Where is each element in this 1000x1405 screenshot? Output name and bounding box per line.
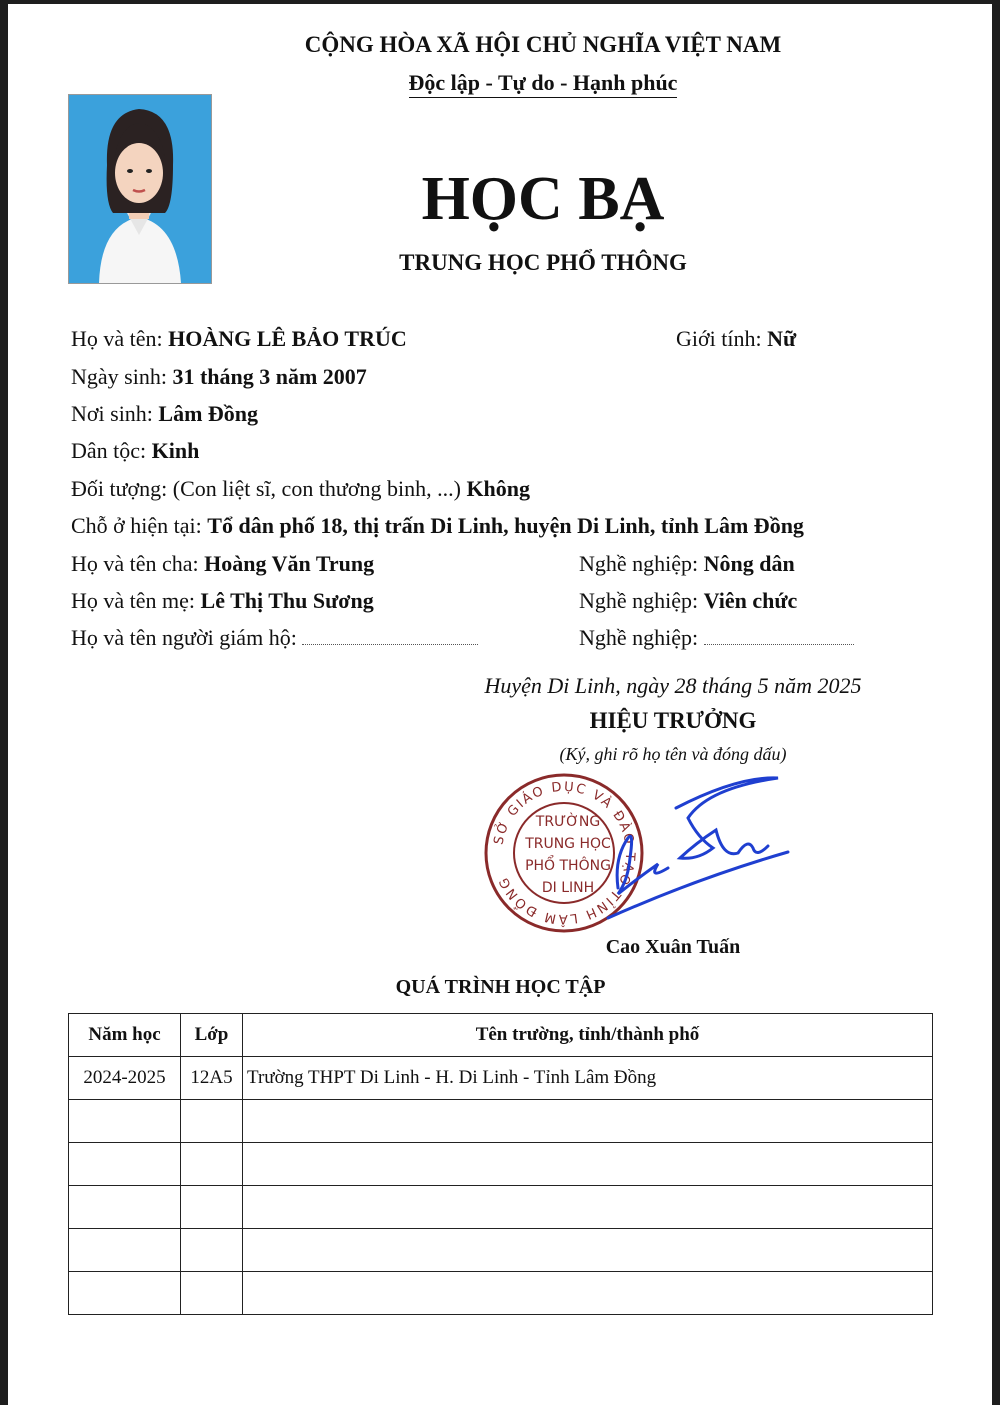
- mother-job-label: Nghề nghiệp:: [579, 588, 704, 613]
- cell-school-name: [243, 1100, 933, 1143]
- dob-label: Ngày sinh:: [71, 364, 173, 389]
- mother-value: Lê Thị Thu Sương: [200, 588, 374, 613]
- father-row: [71, 551, 374, 577]
- table-row: [69, 1057, 933, 1100]
- birthplace-label: Nơi sinh:: [71, 401, 159, 426]
- guardian-label: Họ và tên người giám hộ:: [71, 625, 303, 650]
- motto-subline: Độc lập - Tự do - Hạnh phúc: [409, 70, 678, 98]
- cell-class: [181, 1229, 243, 1272]
- address-row: [71, 513, 804, 539]
- table-row: [69, 1272, 933, 1315]
- dob-value: 31 tháng 3 năm 2007: [172, 364, 367, 389]
- document-page: [8, 4, 992, 1405]
- cell-school-name: [243, 1143, 933, 1186]
- cell-class: 12A5: [181, 1057, 243, 1100]
- cell-school-year: 2024-2025: [69, 1057, 181, 1100]
- study-history-table: [68, 1013, 933, 1315]
- stamp-line-4: DI LINH: [541, 880, 595, 896]
- stamp-ring-text: SỞ GIÁO DỤC VÀ ĐÀO TẠO TỈNH LÂM ĐỒNG: [491, 779, 638, 927]
- name-row: [71, 326, 407, 352]
- father-job-value: Nông dân: [703, 551, 795, 576]
- gender-label: Giới tính:: [676, 326, 768, 351]
- header-school-year: Năm học: [69, 1014, 181, 1057]
- category-row: [71, 476, 530, 502]
- mother-row: [71, 588, 374, 614]
- national-motto: CỘNG HÒA XÃ HỘI CHỦ NGHĨA VIỆT NAM: [304, 32, 782, 57]
- gender-value: Nữ: [767, 326, 797, 351]
- principal-title: HIỆU TRƯỞNG: [589, 708, 757, 733]
- category-label: Đối tượng: (Con liệt sĩ, con thương binh, ...): [71, 476, 467, 501]
- document-title: HỌC BẠ: [421, 165, 665, 233]
- signature-instruction: (Ký, ghi rõ họ tên và đóng dấu): [559, 744, 787, 764]
- handwritten-signature: [588, 768, 798, 928]
- father-job-row: [579, 551, 795, 577]
- portrait-image: [69, 95, 211, 283]
- address-value: Tổ dân phố 18, thị trấn Di Linh, huyện Di Linh, tỉnh Lâm Đồng: [207, 513, 804, 538]
- history-title: QUÁ TRÌNH HỌC TẬP: [395, 976, 606, 998]
- header-school-name: Tên trường, tỉnh/thành phố: [243, 1014, 933, 1057]
- stamp-line-1: TRƯỜNG: [535, 814, 601, 830]
- ethnicity-row: [71, 438, 199, 464]
- header-class: Lớp: [181, 1014, 243, 1057]
- guardian-job-blank: [704, 630, 854, 645]
- cell-school-year: [69, 1100, 181, 1143]
- table-row: [69, 1143, 933, 1186]
- cell-school-year: [69, 1272, 181, 1315]
- guardian-job-label: Nghề nghiệp:: [579, 625, 704, 650]
- cell-class: [181, 1186, 243, 1229]
- guardian-job-row: [579, 625, 854, 651]
- table-row: [69, 1229, 933, 1272]
- mother-job-row: [579, 588, 797, 614]
- table-row: [69, 1186, 933, 1229]
- cell-class: [181, 1100, 243, 1143]
- father-job-label: Nghề nghiệp:: [579, 551, 704, 576]
- table-row: [69, 1100, 933, 1143]
- cell-class: [181, 1143, 243, 1186]
- place-date: Huyện Di Linh, ngày 28 tháng 5 năm 2025: [484, 673, 862, 698]
- name-label: Họ và tên:: [71, 326, 169, 351]
- motto-subline-wrap: [238, 70, 848, 96]
- gender-row: [676, 326, 796, 352]
- father-value: Hoàng Văn Trung: [204, 551, 375, 576]
- signer-name: Cao Xuân Tuấn: [605, 936, 741, 958]
- cell-school-name: [243, 1186, 933, 1229]
- cell-school-name: [243, 1272, 933, 1315]
- cell-school-year: [69, 1186, 181, 1229]
- ethnicity-value: Kinh: [151, 438, 200, 463]
- name-value: HOÀNG LÊ BẢO TRÚC: [168, 326, 407, 351]
- student-photo: [68, 94, 212, 284]
- mother-job-value: Viên chức: [703, 588, 798, 613]
- category-value: Không: [466, 476, 531, 501]
- birthplace-value: Lâm Đồng: [158, 401, 259, 426]
- cell-school-year: [69, 1143, 181, 1186]
- guardian-blank: [302, 630, 478, 645]
- guardian-row: [71, 625, 478, 651]
- cell-school-name: [243, 1229, 933, 1272]
- cell-class: [181, 1272, 243, 1315]
- dob-row: [71, 364, 367, 390]
- table-header-row: [69, 1014, 933, 1057]
- stamp-line-2: TRUNG HỌC: [525, 836, 611, 852]
- father-label: Họ và tên cha:: [71, 551, 205, 576]
- stamp-line-3: PHỔ THÔNG: [525, 858, 611, 874]
- mother-label: Họ và tên mẹ:: [71, 588, 201, 613]
- birthplace-row: [71, 401, 258, 427]
- address-label: Chỗ ở hiện tại:: [71, 513, 208, 538]
- cell-school-year: [69, 1229, 181, 1272]
- cell-school-name: Trường THPT Di Linh - H. Di Linh - Tỉnh Lâm Đồng: [243, 1057, 933, 1100]
- document-subtitle: TRUNG HỌC PHỔ THÔNG: [399, 250, 687, 275]
- ethnicity-label: Dân tộc:: [71, 438, 152, 463]
